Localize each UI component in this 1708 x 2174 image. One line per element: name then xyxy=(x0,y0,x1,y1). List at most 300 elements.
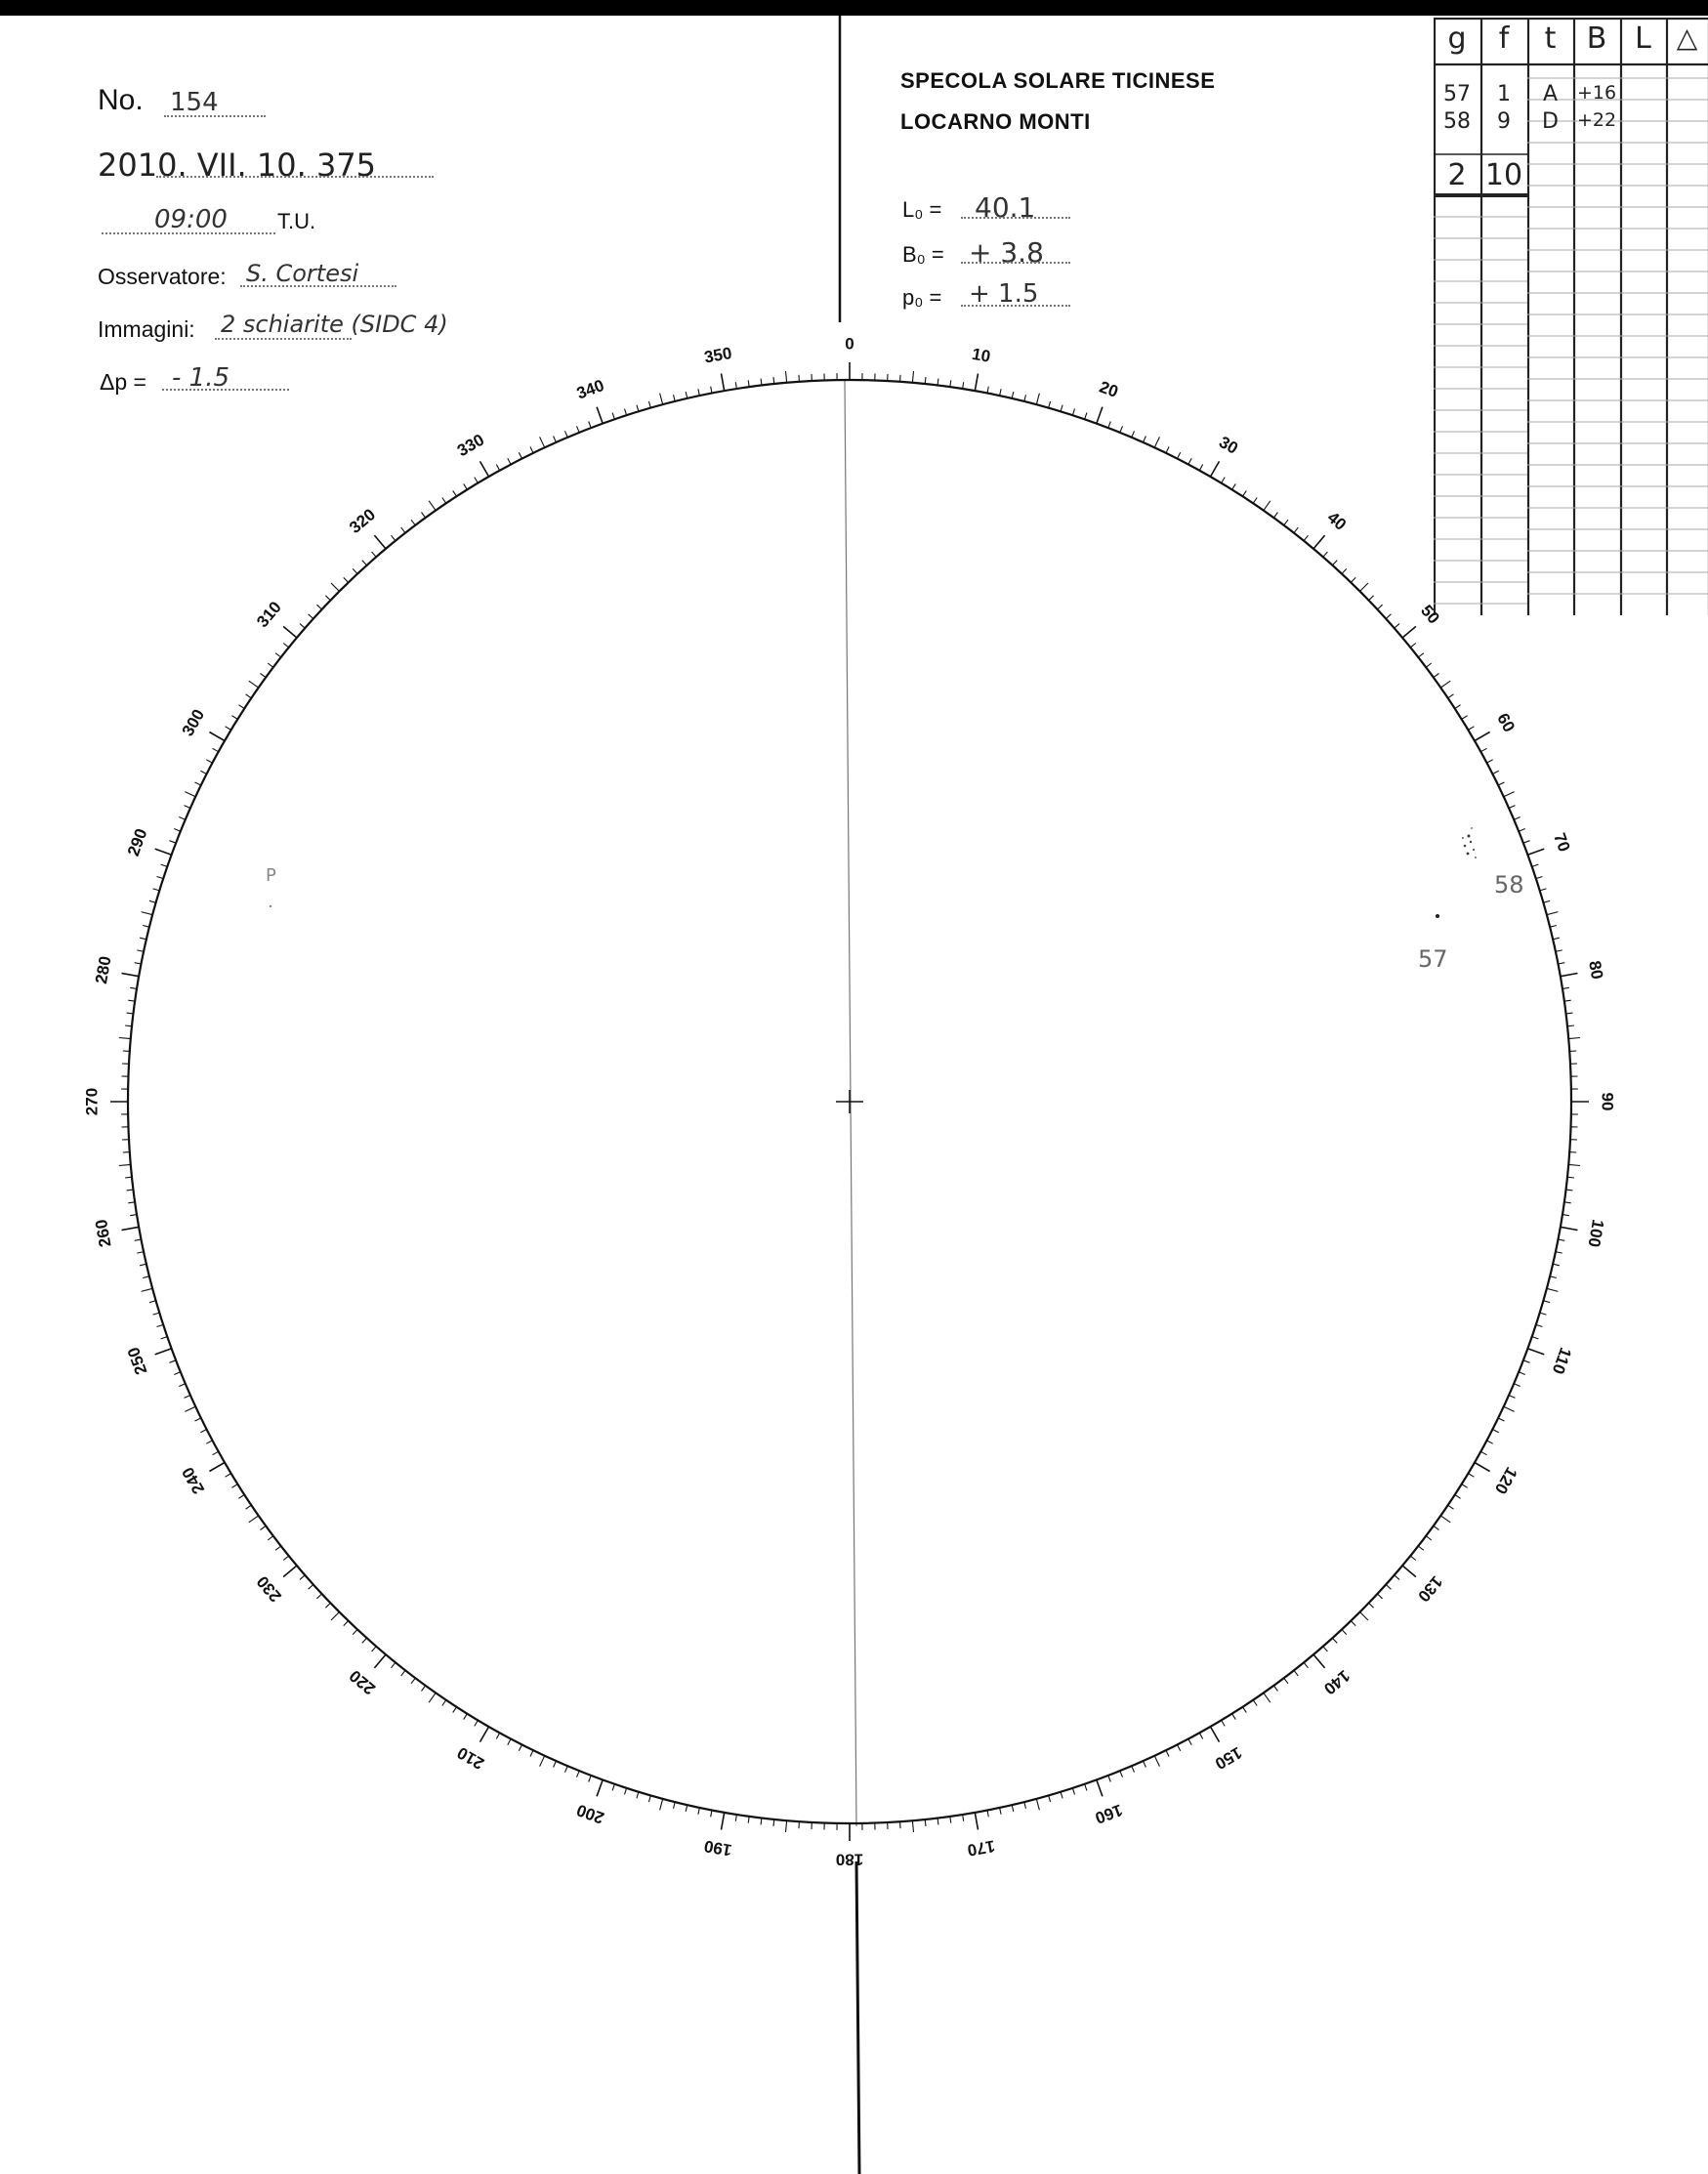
dial-tick xyxy=(975,1813,978,1830)
dial-tick xyxy=(1061,405,1062,412)
dial-tick xyxy=(1012,392,1014,398)
dial-tick xyxy=(1564,1000,1571,1001)
dial-tick xyxy=(1426,663,1432,667)
dial-label-50: 50 xyxy=(1417,601,1443,628)
dial-tick xyxy=(226,727,231,731)
dial-tick xyxy=(1540,1313,1547,1315)
dial-tick xyxy=(119,1164,131,1165)
dial-label-350: 350 xyxy=(702,343,733,367)
dial-tick xyxy=(660,1799,663,1811)
dial-tick xyxy=(1120,1771,1123,1777)
observer-label: Osservatore: xyxy=(98,264,227,289)
dial-label-210: 210 xyxy=(453,1742,488,1774)
dial-tick xyxy=(540,437,545,447)
dial-tick xyxy=(554,437,557,442)
dial-tick xyxy=(143,1276,149,1278)
images-label: Immagini: xyxy=(98,316,195,342)
dial-label-60: 60 xyxy=(1493,710,1520,735)
dial-tick xyxy=(125,1025,132,1026)
p0-value: + 1.5 xyxy=(969,279,1039,309)
dial-tick xyxy=(137,1252,144,1254)
dial-tick xyxy=(1440,681,1450,688)
dial-tick xyxy=(686,392,687,398)
dial-tick xyxy=(1036,1799,1039,1811)
dial-tick xyxy=(1547,912,1559,915)
dial-tick xyxy=(1097,407,1103,424)
dial-tick xyxy=(1509,806,1515,809)
dial-tick xyxy=(674,1802,676,1809)
dial-tick xyxy=(283,1566,297,1577)
dial-tick xyxy=(963,382,964,389)
dial-tick xyxy=(119,1038,131,1039)
dial-tick xyxy=(1540,889,1547,891)
dial-tick xyxy=(761,1819,762,1825)
dial-tick xyxy=(300,624,305,629)
dial-tick xyxy=(987,1810,988,1817)
lower-divider-line xyxy=(856,1861,859,2174)
dial-tick xyxy=(246,694,252,698)
dial-tick xyxy=(1547,1288,1559,1291)
dial-tick xyxy=(1504,792,1515,797)
dial-tick xyxy=(975,374,978,392)
dial-tick xyxy=(589,422,592,429)
dial-tick xyxy=(179,1384,185,1387)
dial-tick xyxy=(422,513,426,519)
dial-tick xyxy=(1519,1372,1525,1375)
dial-tick xyxy=(374,1654,386,1668)
dial-tick xyxy=(206,1441,212,1443)
dial-tick xyxy=(748,380,749,387)
dial-tick xyxy=(1273,513,1277,519)
dial-tick xyxy=(1049,401,1051,408)
dial-tick xyxy=(331,1612,339,1620)
dial-tick xyxy=(179,817,185,820)
dial-tick xyxy=(353,568,357,573)
number-label: No. xyxy=(98,84,144,116)
p-mark-dot xyxy=(270,905,271,907)
dial-tick xyxy=(1561,1227,1578,1230)
table-row1-t: A xyxy=(1542,82,1559,106)
dial-tick xyxy=(530,1750,533,1756)
dial-label-130: 130 xyxy=(1414,1571,1446,1606)
dial-tick xyxy=(735,1815,736,1821)
dial-tick xyxy=(1061,1792,1062,1799)
dial-tick xyxy=(283,1556,289,1560)
institution-line2: LOCARNO MONTI xyxy=(900,109,1091,134)
table-header-b: B xyxy=(1586,21,1607,56)
dial-tick xyxy=(1440,1516,1450,1523)
dial-label-110: 110 xyxy=(1548,1345,1575,1377)
dial-tick xyxy=(1558,963,1564,964)
dial-tick xyxy=(925,377,926,384)
dial-label-310: 310 xyxy=(253,598,285,632)
dial-tick xyxy=(1342,1630,1347,1635)
dial-tick xyxy=(1024,1802,1026,1809)
dial-tick xyxy=(1514,817,1520,820)
dial-label-220: 220 xyxy=(346,1666,380,1698)
dial-tick xyxy=(261,1526,267,1529)
dial-tick xyxy=(316,605,321,609)
dial-tick xyxy=(1395,1575,1399,1580)
dial-label-260: 260 xyxy=(91,1218,115,1249)
dial-tick xyxy=(213,748,219,751)
dial-tick xyxy=(1243,1707,1247,1713)
dial-tick xyxy=(1527,849,1544,855)
dial-tick xyxy=(268,663,273,667)
dial-tick xyxy=(987,387,988,394)
dial-tick xyxy=(1434,1526,1439,1529)
dial-tick xyxy=(362,561,367,565)
dial-tick xyxy=(625,409,627,416)
dial-tick xyxy=(508,458,511,464)
dial-label-10: 10 xyxy=(970,344,992,366)
table-total-spots: 10 xyxy=(1484,158,1523,192)
dial-tick xyxy=(1493,1430,1499,1433)
dial-tick xyxy=(1232,483,1236,489)
dial-tick xyxy=(344,577,349,582)
dial-tick xyxy=(374,535,386,549)
dial-tick xyxy=(577,426,580,433)
dial-tick xyxy=(1294,1670,1298,1676)
dial-tick xyxy=(283,644,289,648)
dial-tick xyxy=(786,371,787,383)
dial-label-30: 30 xyxy=(1216,432,1241,458)
dial-tick xyxy=(519,452,521,458)
dial-tick xyxy=(1462,1484,1468,1488)
dial-tick xyxy=(1072,1788,1074,1795)
table-header-l: L xyxy=(1635,21,1651,56)
dial-label-340: 340 xyxy=(573,375,607,403)
dial-tick xyxy=(1519,829,1525,832)
dial-tick xyxy=(261,674,267,678)
dial-label-70: 70 xyxy=(1550,830,1574,855)
dial-tick xyxy=(1222,478,1226,483)
dial-tick xyxy=(130,1215,137,1216)
dial-tick xyxy=(1222,1720,1226,1726)
dial-tick xyxy=(325,1603,330,1608)
dial-tick xyxy=(1294,527,1298,533)
dial-tick xyxy=(475,478,479,483)
dial-tick xyxy=(674,395,676,401)
dial-tick xyxy=(195,1418,201,1421)
table-row2-t: D xyxy=(1542,109,1559,134)
dial-tick xyxy=(1410,1556,1416,1560)
dial-tick xyxy=(1188,458,1191,464)
dial-label-0: 0 xyxy=(845,334,854,354)
dial-tick xyxy=(185,792,195,797)
dial-tick xyxy=(912,371,913,383)
dial-tick xyxy=(464,483,468,489)
dial-tick xyxy=(1120,426,1123,433)
dial-tick xyxy=(135,1239,142,1240)
dial-tick xyxy=(1154,437,1159,447)
dial-tick xyxy=(331,583,339,591)
dial-tick xyxy=(1178,1745,1181,1751)
dial-label-200: 200 xyxy=(573,1800,607,1828)
dial-tick xyxy=(429,501,436,511)
dial-tick xyxy=(1455,705,1461,709)
dial-tick xyxy=(149,1301,156,1303)
dial-tick xyxy=(161,1337,168,1339)
dial-tick xyxy=(1024,395,1026,401)
dial-tick xyxy=(1313,535,1325,549)
dial-tick xyxy=(1561,974,1578,977)
dial-tick xyxy=(429,1693,436,1702)
dial-tick xyxy=(1455,1495,1461,1499)
dial-tick xyxy=(209,732,225,741)
dial-tick xyxy=(135,963,142,964)
dial-tick xyxy=(411,520,415,525)
dial-tick xyxy=(122,974,140,977)
dial-tick xyxy=(453,490,457,496)
table-row2-b: +22 xyxy=(1576,109,1617,131)
dial-tick xyxy=(1313,1654,1325,1668)
dial-tick xyxy=(155,1349,172,1355)
dial-tick xyxy=(1553,938,1560,940)
dial-tick xyxy=(185,1396,190,1399)
dial-tick xyxy=(309,1585,313,1590)
dial-tick xyxy=(1498,782,1504,785)
dial-tick xyxy=(200,771,206,773)
dial-tick xyxy=(127,1190,134,1191)
dial-tick xyxy=(508,1739,511,1745)
dial-tick xyxy=(1232,1714,1236,1720)
dial-tick xyxy=(1543,1301,1550,1303)
dial-tick xyxy=(1333,1638,1338,1643)
dial-tick xyxy=(722,374,725,392)
group-57-label: 57 xyxy=(1418,945,1448,973)
dial-tick xyxy=(1536,877,1543,879)
dial-tick xyxy=(392,1662,396,1668)
dial-tick xyxy=(1498,1418,1504,1421)
dial-tick xyxy=(300,1575,305,1580)
dial-label-230: 230 xyxy=(253,1571,285,1606)
dial-tick xyxy=(589,1776,592,1782)
dial-tick xyxy=(142,912,153,915)
dial-tick xyxy=(153,889,160,891)
dial-tick xyxy=(185,1406,195,1411)
dial-tick xyxy=(1514,1384,1520,1387)
dial-tick xyxy=(1475,1463,1490,1472)
dial-tick xyxy=(143,926,149,928)
dial-tick xyxy=(950,1817,951,1823)
dial-tick xyxy=(1360,1612,1368,1620)
dial-tick xyxy=(660,394,663,405)
dial-tick xyxy=(283,626,297,638)
dial-tick xyxy=(1304,535,1308,541)
dial-tick xyxy=(496,1733,499,1738)
dial-tick xyxy=(761,379,762,386)
dial-tick xyxy=(1144,1761,1146,1767)
time-value: 09:00 xyxy=(154,205,228,234)
dial-tick xyxy=(637,1792,639,1799)
dial-tick xyxy=(1487,1441,1493,1443)
dial-tick xyxy=(1532,1337,1539,1339)
dial-tick xyxy=(612,413,614,420)
dial-label-90: 90 xyxy=(1598,1092,1617,1111)
observer-value: S. Cortesi xyxy=(246,260,359,287)
dial-tick xyxy=(637,405,639,412)
dial-tick xyxy=(174,829,181,832)
dial-tick xyxy=(1532,864,1539,866)
dial-tick xyxy=(1556,1252,1562,1254)
dial-tick xyxy=(1562,987,1569,988)
dial-tick xyxy=(155,849,172,855)
dial-tick xyxy=(1468,727,1474,731)
dial-label-80: 80 xyxy=(1585,959,1607,982)
dial-tick xyxy=(1480,1451,1486,1454)
dial-tick xyxy=(464,1714,468,1720)
dial-tick xyxy=(231,716,237,720)
dial-tick xyxy=(1410,644,1416,648)
dial-tick xyxy=(1333,561,1338,565)
dial-tick xyxy=(1418,1546,1424,1550)
dial-label-190: 190 xyxy=(702,1836,733,1860)
dial-tick xyxy=(1199,465,1202,471)
dial-label-20: 20 xyxy=(1097,377,1121,401)
table-header-t: t xyxy=(1544,21,1557,56)
dial-tick xyxy=(268,1536,273,1540)
dial-tick xyxy=(128,1202,135,1203)
dial-tick xyxy=(170,841,177,844)
dial-tick xyxy=(1550,926,1557,928)
dial-tick xyxy=(1568,1164,1580,1165)
dial-tick xyxy=(309,614,313,619)
dial-tick xyxy=(249,681,259,688)
dial-tick xyxy=(1536,1324,1543,1326)
images-value: 2 schiarite (SIDC 4) xyxy=(221,311,448,338)
dial-tick xyxy=(140,1264,146,1266)
dial-tick xyxy=(1000,389,1002,396)
dial-tick xyxy=(530,447,533,453)
dial-tick xyxy=(1402,626,1416,638)
dial-label-100: 100 xyxy=(1584,1218,1608,1249)
dial-label-40: 40 xyxy=(1323,508,1351,534)
dial-tick xyxy=(480,1727,489,1742)
dial-tick xyxy=(1566,1013,1573,1014)
dial-tick xyxy=(1211,1727,1220,1742)
dial-tick xyxy=(1323,1647,1328,1651)
dial-tick xyxy=(206,760,212,763)
dial-tick xyxy=(1036,394,1039,405)
dial-tick xyxy=(1543,900,1550,902)
dial-tick xyxy=(226,1474,231,1478)
dial-tick xyxy=(475,1720,479,1726)
table-header-delta: △ xyxy=(1676,21,1698,54)
dial-tick xyxy=(1550,1276,1557,1278)
dial-tick xyxy=(1369,596,1374,601)
dial-tick xyxy=(1462,716,1468,720)
table-row1-f: 1 xyxy=(1497,82,1511,106)
dial-tick xyxy=(401,527,405,533)
dial-tick xyxy=(1132,431,1135,437)
dial-tick xyxy=(1360,583,1368,591)
dial-tick xyxy=(1556,950,1562,952)
sunspot-group-57 xyxy=(1436,914,1439,918)
dial-tick xyxy=(1426,1536,1432,1540)
dial-tick xyxy=(1386,614,1391,619)
dial-label-330: 330 xyxy=(453,430,488,461)
table-row2-g: 58 xyxy=(1443,109,1471,134)
dial-label-150: 150 xyxy=(1211,1742,1246,1774)
dial-tick xyxy=(1378,1594,1383,1599)
dial-tick xyxy=(1154,1756,1159,1767)
b0-label: B₀ = xyxy=(902,242,944,267)
dial-tick xyxy=(686,1805,687,1812)
dial-tick xyxy=(1448,694,1454,698)
dial-tick xyxy=(1566,1190,1573,1191)
dial-tick xyxy=(1085,1784,1087,1791)
dial-tick xyxy=(722,1813,725,1830)
dial-tick xyxy=(698,1808,700,1815)
dial-tick xyxy=(1527,1349,1544,1355)
dial-tick xyxy=(937,1819,938,1825)
dial-tick xyxy=(698,389,700,396)
dial-tick xyxy=(1108,1776,1111,1782)
dial-tick xyxy=(1108,422,1111,429)
dial-tick xyxy=(392,535,396,541)
dial-tick xyxy=(372,552,377,557)
dial-tick xyxy=(238,705,244,709)
dial-tick xyxy=(1012,1805,1014,1812)
dial-tick xyxy=(950,380,951,387)
dial-tick xyxy=(1264,501,1271,511)
dial-tick xyxy=(127,1013,134,1014)
dial-tick xyxy=(1562,1215,1569,1216)
dial-tick xyxy=(1480,748,1486,751)
dial-tick xyxy=(153,1313,160,1315)
dial-tick xyxy=(1567,1177,1574,1178)
dial-tick xyxy=(1049,1795,1051,1802)
dial-tick xyxy=(1323,552,1328,557)
dial-tick xyxy=(137,950,144,952)
dial-tick xyxy=(912,1820,913,1832)
dial-tick xyxy=(711,1810,712,1817)
dial-tick xyxy=(1553,1264,1560,1266)
dial-tick xyxy=(372,1647,377,1651)
dial-tick xyxy=(1144,437,1146,442)
dial-tick xyxy=(1523,1360,1530,1363)
dial-tick xyxy=(1475,732,1490,741)
dial-tick xyxy=(411,1678,415,1684)
time-unit: T.U. xyxy=(277,209,316,233)
dial-tick xyxy=(1493,771,1499,773)
l0-label: L₀ = xyxy=(902,197,942,222)
dial-tick xyxy=(625,1788,627,1795)
dial-tick xyxy=(1166,447,1169,453)
dial-label-180: 180 xyxy=(835,1850,864,1869)
dial-tick xyxy=(648,401,650,408)
dial-tick xyxy=(1000,1808,1002,1815)
dial-tick xyxy=(185,806,190,809)
dial-tick xyxy=(442,1700,446,1706)
dial-tick xyxy=(1273,1686,1277,1692)
delta-p-value: - 1.5 xyxy=(172,363,229,393)
table-row2-f: 9 xyxy=(1497,109,1511,134)
dial-tick xyxy=(1351,1621,1355,1626)
dial-tick xyxy=(786,1820,787,1832)
central-meridian-line xyxy=(845,381,856,1826)
dial-label-300: 300 xyxy=(178,705,209,740)
dial-tick xyxy=(565,431,568,437)
dial-tick xyxy=(1418,653,1424,657)
dial-tick xyxy=(773,1819,774,1826)
dial-tick xyxy=(1253,498,1257,504)
dial-label-280: 280 xyxy=(91,954,115,985)
dial-tick xyxy=(925,1819,926,1826)
dial-tick xyxy=(773,377,774,384)
dial-tick xyxy=(200,1430,206,1433)
